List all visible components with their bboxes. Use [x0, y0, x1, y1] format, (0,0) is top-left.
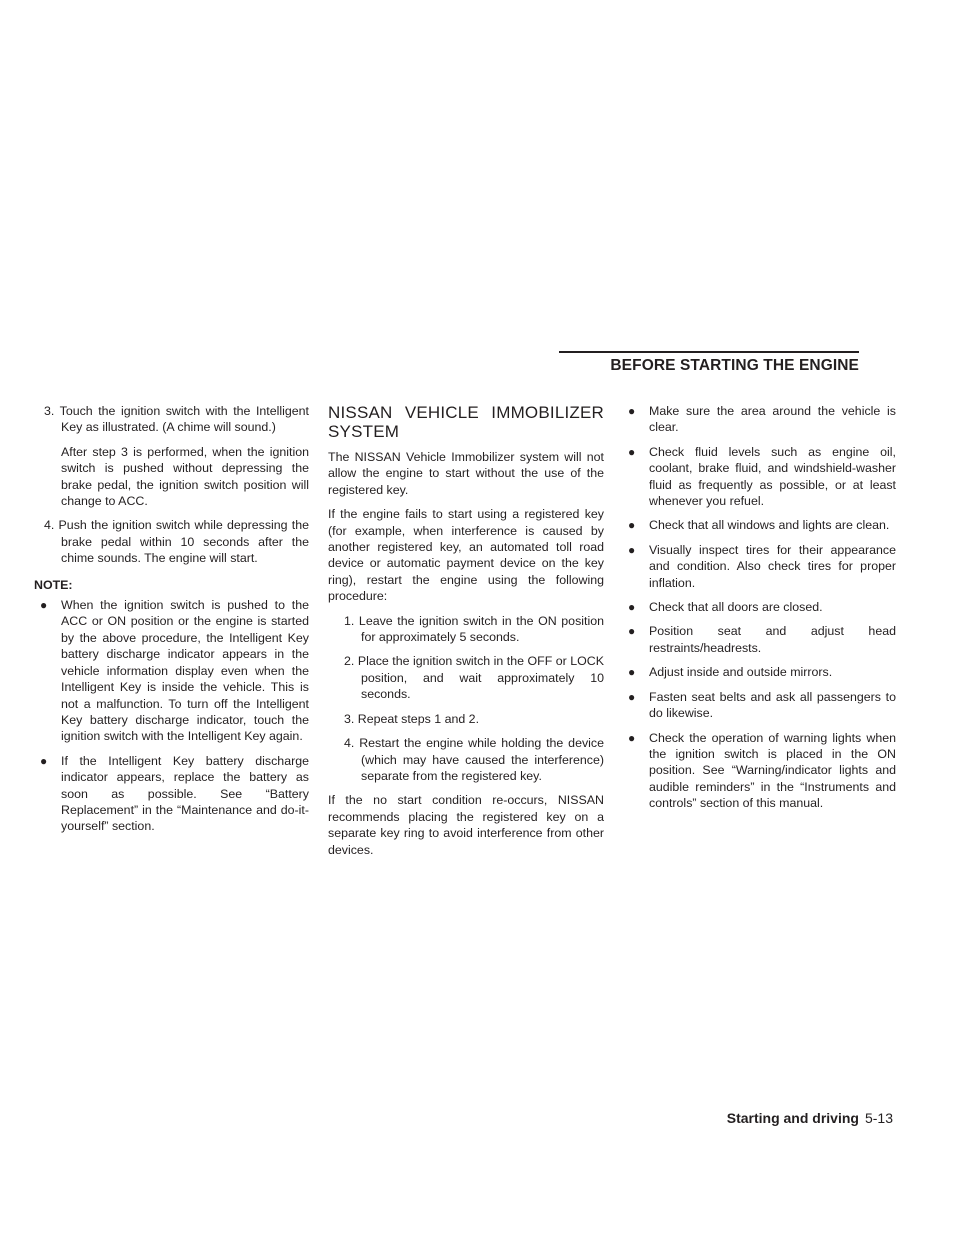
checklist-bullet-text: Visually inspect tires for their appearance and condition. Also check tires for proper inflation. — [649, 542, 896, 590]
body-paragraph: If the no start condition re-occurs, NISSAN recommends placing the registered key on a separate key ring to avoid interference from other devices. — [328, 793, 604, 857]
checklist-bullet-item — [622, 444, 896, 510]
bullet-icon: ● — [628, 600, 636, 615]
checklist-bullet-item — [622, 664, 896, 680]
restart-steps-list — [328, 613, 604, 785]
column-right — [622, 403, 896, 820]
procedure-step-3: 3. Touch the ignition switch with the Intelligent Key as illustrated. (A chime will sound.) — [44, 404, 309, 435]
column-middle — [328, 403, 604, 866]
page-section-header: BEFORE STARTING THE ENGINE — [559, 351, 859, 375]
checklist-bullet-text: Fasten seat belts and ask all passengers to do likewise. — [649, 689, 896, 721]
note-label: NOTE: — [34, 577, 73, 592]
bullet-icon: ● — [628, 730, 636, 745]
restart-step: 1. Leave the ignition switch in the ON position for approximately 5 seconds. — [344, 613, 604, 645]
checklist-bullet-text: Make sure the area around the vehicle is clear. — [649, 404, 896, 435]
checklist-bullet-text: Adjust inside and outside mirrors. — [649, 665, 833, 680]
bullet-icon: ● — [40, 753, 48, 768]
checklist-bullet-item — [622, 403, 896, 436]
page-footer — [727, 1110, 893, 1126]
checklist-bullet-item — [622, 517, 896, 533]
note-bullet-text: If the Intelligent Key battery discharge indicator appears, replace the battery as soon as possible. See “Battery Replacement” in the “Maintenance and do-it-yourself” section. — [61, 753, 309, 834]
bullet-icon: ● — [628, 404, 636, 418]
checklist-bullet-item — [622, 730, 896, 812]
checklist-bullet-text: Check fluid levels such as engine oil, coolant, brake fluid, and windshield-washer fluid as frequently as possible, or at least whenever you refuel. — [649, 444, 896, 509]
procedure-step-3-continued: After step 3 is performed, when the ignition switch is pushed without depressing the brake pedal, the ignition switch position will change to ACC. — [61, 444, 309, 509]
restart-step: 4. Restart the engine while holding the device (which may have caused the interference) separate from the registered key. — [344, 736, 604, 783]
section-title: NISSAN VEHICLE IMMOBILIZER SYSTEM — [328, 403, 604, 441]
checklist-bullet-item — [622, 623, 896, 656]
bullet-icon: ● — [628, 444, 636, 459]
note-bullet-item — [34, 597, 309, 745]
checklist-bullet-item — [622, 689, 896, 722]
procedure-step-4: 4. Push the ignition switch while depressing the brake pedal within 10 seconds after the chime sounds. The engine will start. — [44, 518, 309, 566]
checklist-bullet-text: Check that all doors are closed. — [649, 600, 823, 615]
checklist-bullet-item — [622, 542, 896, 591]
checklist-bullet-text: Check that all windows and lights are clean. — [649, 518, 890, 533]
restart-step: 3. Repeat steps 1 and 2. — [344, 711, 480, 726]
checklist-bullet-text: Check the operation of warning lights when the ignition switch is placed in the ON position. See “Warning/indicator lights and audible reminders” in the “Instruments and controls” section of this manual. — [649, 730, 896, 811]
bullet-icon: ● — [628, 624, 636, 639]
restart-step: 2. Place the ignition switch in the OFF or LOCK position, and wait approximately 10 seconds. — [344, 654, 604, 702]
bullet-icon: ● — [628, 665, 636, 680]
column-left — [34, 403, 309, 843]
note-bullet-item — [34, 753, 309, 835]
body-paragraph: If the engine fails to start using a registered key (for example, when interference is caused by another registered key, an automated toll road device or automatic payment device on the key ring), restart the engine using the following procedure: — [328, 507, 604, 604]
page-number: 5-13 — [864, 1110, 893, 1126]
checklist-bullet-text: Position seat and adjust head restraints/headrests. — [649, 624, 896, 655]
bullet-icon: ● — [40, 598, 48, 613]
bullet-icon: ● — [628, 542, 636, 557]
checklist-bullet-item — [622, 599, 896, 615]
bullet-icon: ● — [628, 518, 636, 533]
body-paragraph: The NISSAN Vehicle Immobilizer system will not allow the engine to start without the use of the registered key. — [328, 450, 604, 497]
footer-section-name: Starting and driving — [726, 1110, 859, 1126]
bullet-icon: ● — [628, 689, 636, 704]
note-bullet-text: When the ignition switch is pushed to the ACC or ON position or the engine is started by the above procedure, the Intelligent Key battery discharge indicator appears in the vehicle information display even when the Intelligent Key is inside the vehicle. This is not a malfunction. To turn off the Intelligent Key battery discharge indicator, touch the ignition switch with the Intelligent Key again. — [61, 598, 309, 744]
